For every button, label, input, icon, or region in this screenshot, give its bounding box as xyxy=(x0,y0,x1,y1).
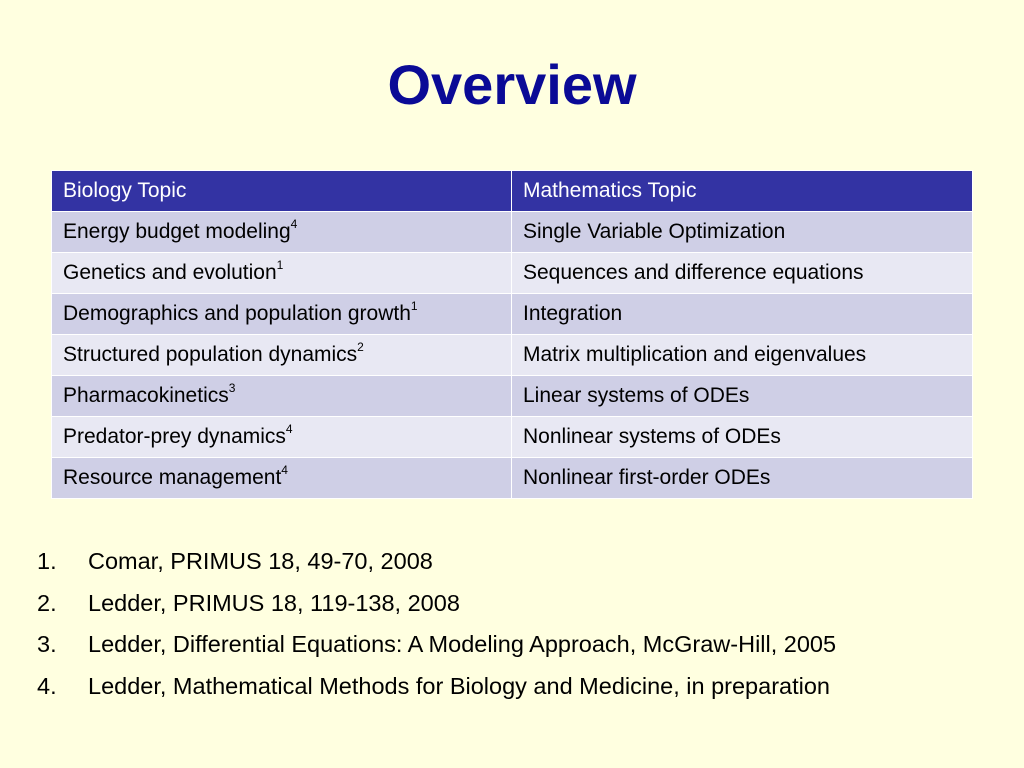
header-biology-topic: Biology Topic xyxy=(52,171,512,212)
reference-number: 4. xyxy=(37,672,57,699)
reference-number: 2. xyxy=(37,589,57,616)
biology-topic-cell xyxy=(52,253,512,294)
biology-topic-text: Pharmacokinetics xyxy=(63,384,229,407)
reference-number: 3. xyxy=(37,631,57,657)
reference-text: Ledder, Mathematical Methods for Biology and Medicine, in preparation xyxy=(88,672,830,699)
reference-superscript: 1 xyxy=(276,258,284,272)
topic-table xyxy=(51,170,973,499)
mathematics-topic-cell: Matrix multiplication and eigenvalues xyxy=(512,335,973,376)
table-row xyxy=(52,376,973,417)
reference-number: 1. xyxy=(37,548,57,574)
reference-text: Ledder, Differential Equations: A Modeling Approach, McGraw-Hill, 2005 xyxy=(88,631,837,657)
reference-item xyxy=(37,583,836,625)
reference-item xyxy=(37,666,836,708)
table-row xyxy=(52,212,973,253)
mathematics-topic-cell: Single Variable Optimization xyxy=(512,212,973,253)
reference-item xyxy=(37,541,836,583)
reference-list xyxy=(37,541,836,707)
reference-superscript: 4 xyxy=(285,422,293,436)
reference-superscript: 1 xyxy=(410,299,418,313)
reference-item xyxy=(37,624,836,666)
biology-topic-text: Energy budget modeling xyxy=(63,220,291,243)
reference-superscript: 4 xyxy=(281,463,288,477)
reference-text: Ledder, PRIMUS 18, 119-138, 2008 xyxy=(88,589,460,616)
mathematics-topic-cell: Linear systems of ODEs xyxy=(512,376,973,417)
table-row xyxy=(52,335,973,376)
biology-topic-cell xyxy=(52,458,512,499)
table-row xyxy=(52,458,973,499)
biology-topic-cell xyxy=(52,294,512,335)
biology-topic-text: Structured population dynamics xyxy=(63,343,358,366)
biology-topic-cell xyxy=(52,376,512,417)
biology-topic-text: Demographics and population growth xyxy=(63,302,411,325)
table-row xyxy=(52,253,973,294)
biology-topic-cell xyxy=(52,335,512,376)
table-header-row xyxy=(52,171,973,212)
table-row xyxy=(52,294,973,335)
mathematics-topic-cell: Nonlinear first-order ODEs xyxy=(512,458,973,499)
reference-text: Comar, PRIMUS 18, 49-70, 2008 xyxy=(88,548,433,574)
reference-superscript: 4 xyxy=(290,217,298,231)
reference-superscript: 3 xyxy=(228,381,236,395)
mathematics-topic-cell: Sequences and difference equations xyxy=(512,253,973,294)
biology-topic-text: Predator-prey dynamics xyxy=(63,425,286,448)
biology-topic-cell xyxy=(52,212,512,253)
slide-title: Overview xyxy=(387,53,637,116)
reference-superscript: 2 xyxy=(357,340,364,354)
header-mathematics-topic: Mathematics Topic xyxy=(512,171,973,212)
mathematics-topic-cell: Integration xyxy=(512,294,973,335)
table-row xyxy=(52,417,973,458)
mathematics-topic-cell: Nonlinear systems of ODEs xyxy=(512,417,973,458)
biology-topic-text: Genetics and evolution xyxy=(63,261,277,284)
biology-topic-cell xyxy=(52,417,512,458)
biology-topic-text: Resource management xyxy=(63,466,282,489)
